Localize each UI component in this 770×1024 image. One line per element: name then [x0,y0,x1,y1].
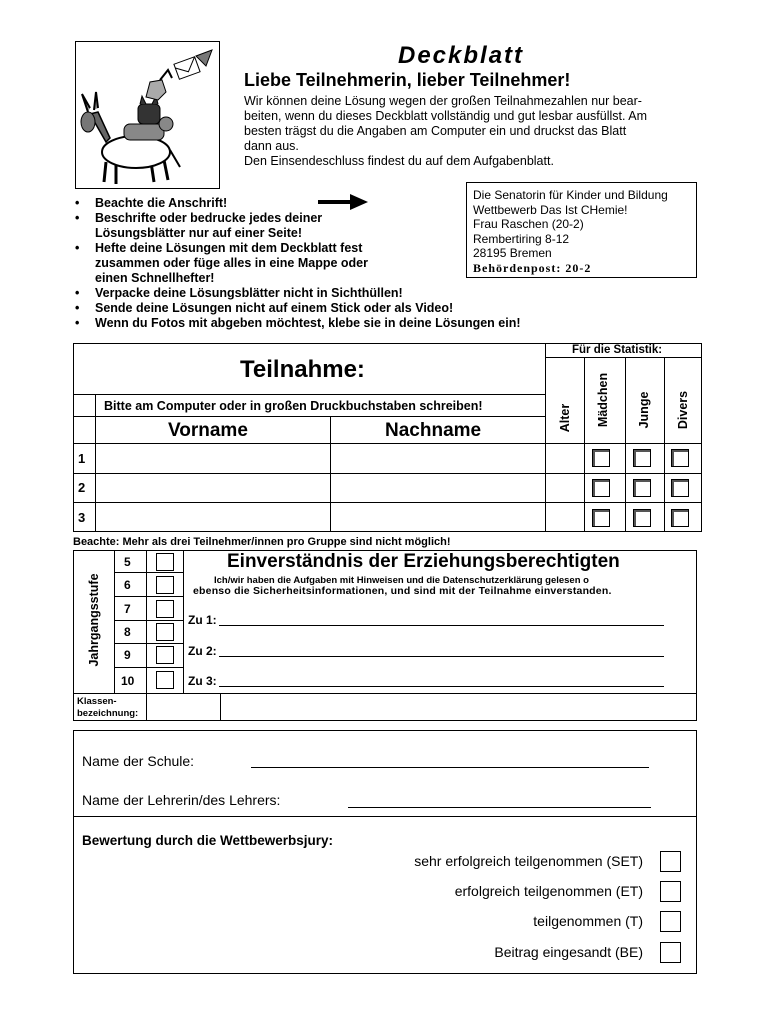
diverse-checkbox-1[interactable] [671,449,689,467]
class-field[interactable] [147,694,219,720]
participant-limit-note: Beachte: Mehr als drei Teilnehmer/innen pro Gruppe sind nicht möglich! [73,536,451,548]
girl-checkbox-3[interactable] [592,509,610,527]
row-number: 2 [78,480,86,495]
teacher-name-label: Name der Lehrerin/des Lehrers: [82,792,281,808]
intro-line: dann aus. [244,139,299,153]
lastname-field-2[interactable] [331,474,544,501]
write-instruction: Bitte am Computer oder in großen Druckbuchstaben schreiben! [104,399,483,413]
col-girls: Mädchen [596,372,610,428]
teacher-name-field[interactable] [348,790,651,808]
list-item: • Beachte die Anschrift! [75,196,635,211]
diverse-checkbox-3[interactable] [671,509,689,527]
grade-number: 5 [124,555,131,569]
intro-line: besten trägst du die Angaben am Computer ein und druckst das Blatt [244,124,627,138]
girl-checkbox-2[interactable] [592,479,610,497]
signature-label-3: Zu 3: [188,674,217,688]
lastname-field-3[interactable] [331,503,544,531]
consent-text-2: ebenso die Sicherheitsinformationen, und sind mit der Teilnahme einverstanden. [193,585,612,597]
col-diverse: Divers [676,390,690,430]
lastname-field-1[interactable] [331,444,544,472]
list-item: • Beschrifte oder bedrucke jedes deiner [75,211,635,226]
intro-line: Wir können deine Lösung wegen der großen Teilnahmezahlen nur bear- [244,94,642,108]
grade-number: 8 [124,625,131,639]
signature-label-1: Zu 1: [188,613,217,627]
girl-checkbox-1[interactable] [592,449,610,467]
age-field-3[interactable] [546,503,583,531]
school-name-field[interactable] [251,750,649,768]
firstname-field-2[interactable] [96,474,329,501]
col-firstname: Vorname [168,420,248,441]
address-line: 28195 Bremen [473,246,552,260]
firstname-field-3[interactable] [96,503,329,531]
rating-option-label: sehr erfolgreich teilgenommen (SET) [414,853,643,869]
row-number: 1 [78,451,86,466]
col-age: Alter [558,403,572,433]
rating-checkbox-et[interactable] [660,881,681,902]
rating-option-label: teilgenommen (T) [533,913,643,929]
diverse-checkbox-2[interactable] [671,479,689,497]
intro-text [244,94,704,169]
signature-field-3[interactable] [219,673,664,687]
boy-checkbox-2[interactable] [633,479,651,497]
grade-checkbox-6[interactable] [156,576,174,594]
list-item: einen Schnellhefter! [95,271,215,285]
grade-number: 7 [124,602,131,616]
consent-text-1: Ich/wir haben die Aufgaben mit Hinweisen und die Datenschutzerklärung gelesen o [214,575,589,586]
list-item: • Hefte deine Lösungen mit dem Deckblatt fest [75,241,635,256]
intro-line: Den Einsendeschluss findest du auf dem Aufgabenblatt. [244,154,554,168]
rating-title: Bewertung durch die Wettbewerbsjury: [82,833,334,848]
age-field-2[interactable] [546,474,583,501]
grade-checkbox-5[interactable] [156,553,174,571]
greeting: Liebe Teilnehmerin, lieber Teilnehmer! [244,70,571,90]
signature-field-1[interactable] [219,612,664,626]
stats-header: Für die Statistik: [572,344,663,356]
grade-number: 10 [121,674,135,688]
grade-checkbox-9[interactable] [156,646,174,664]
intro-line: beiten, wenn du dieses Deckblatt vollständig und gut lesbar ausfüllst. Am [244,109,648,123]
list-item: • Verpacke deine Lösungsblätter nicht in Sichthüllen! [75,286,635,301]
row-number: 3 [78,510,86,525]
rating-checkbox-t[interactable] [660,911,681,932]
address-line: Rembertiring 8-12 [473,231,570,246]
arrow-right-icon [318,193,368,211]
address-line: Die Senatorin für Kinder und Bildung [473,188,668,202]
list-item: • Wenn du Fotos mit abgeben möchtest, klebe sie in deine Lösungen ein! [75,316,635,331]
rating-option-label: Beitrag eingesandt (BE) [494,944,643,960]
address-line: Behördenpost: 20-2 [473,260,592,275]
school-name-label: Name der Schule: [82,753,195,769]
grade-number: 9 [124,648,131,662]
col-lastname: Nachname [385,420,482,441]
address-line: Frau Raschen (20-2) [473,217,584,231]
class-label: Klassen- bezeichnung: [77,696,139,719]
class-field-extra[interactable] [221,694,696,720]
boy-checkbox-3[interactable] [633,509,651,527]
town-musicians-icon [76,42,219,188]
page-title: Deckblatt [398,42,525,69]
address-line: Wettbewerb Das Ist CHemie! [473,202,628,217]
firstname-field-1[interactable] [96,444,329,472]
list-item: zusammen oder füge alles in eine Mappe oder [95,256,368,270]
list-item: • Sende deine Lösungen nicht auf einem Stick oder als Video! [75,301,635,316]
list-item: Lösungsblätter nur auf einer Seite! [95,226,302,240]
age-field-1[interactable] [546,444,583,472]
rating-option-label: erfolgreich teilgenommen (ET) [454,883,643,899]
col-boys: Junge [637,391,651,429]
rating-checkbox-set[interactable] [660,851,681,872]
boy-checkbox-1[interactable] [633,449,651,467]
signature-field-2[interactable] [219,643,664,657]
consent-title: Einverständnis der Erziehungsberechtigten [227,551,620,572]
grade-checkbox-10[interactable] [156,671,174,689]
rating-checkbox-be[interactable] [660,942,681,963]
grade-checkbox-7[interactable] [156,600,174,618]
participation-title: Teilnahme: [240,356,365,383]
address-box [466,182,697,278]
logo-image [75,41,220,189]
grade-checkbox-8[interactable] [156,623,174,641]
signature-label-2: Zu 2: [188,644,217,658]
grade-number: 6 [124,578,131,592]
grade-label: Jahrgangsstufe [87,573,101,667]
